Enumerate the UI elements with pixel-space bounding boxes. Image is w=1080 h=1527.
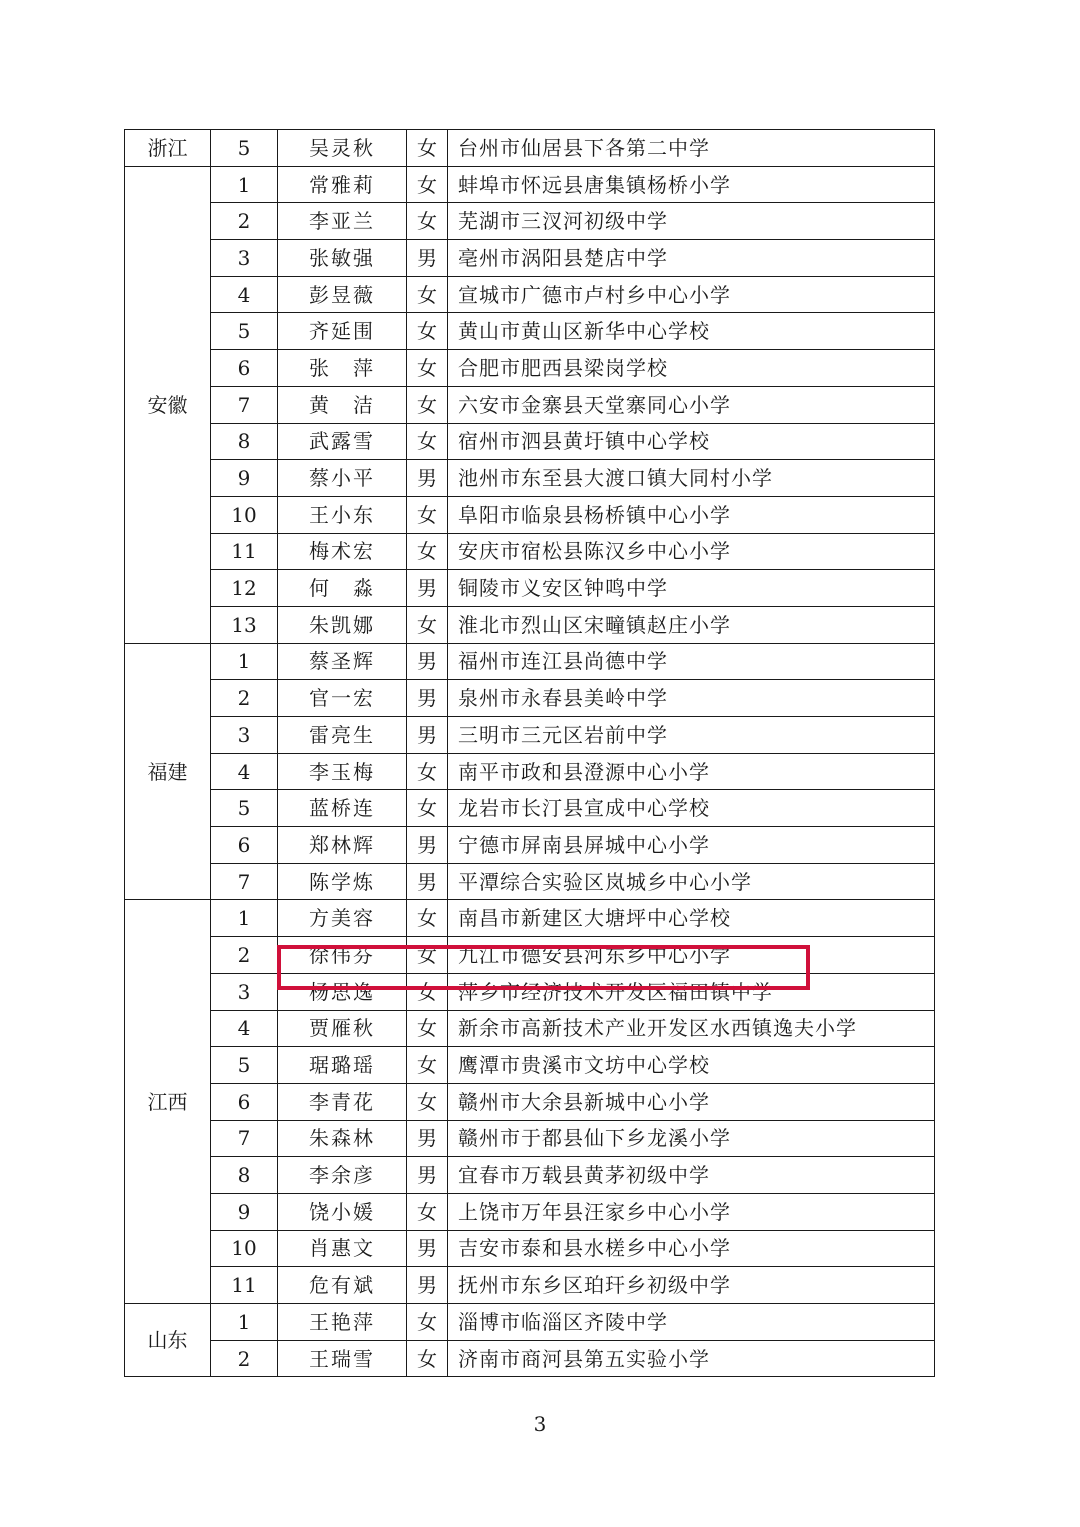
table-row: [125, 1083, 935, 1120]
number-cell: 5: [211, 790, 278, 827]
table-row: [125, 717, 935, 754]
name-cell: 肖惠文: [278, 1230, 407, 1267]
gender-cell: 女: [407, 937, 448, 974]
name-cell: 朱森林: [278, 1120, 407, 1157]
school-cell: 南昌市新建区大塘坪中心学校: [448, 900, 935, 937]
school-cell: 上饶市万年县汪家乡中心小学: [448, 1193, 935, 1230]
gender-cell: 女: [407, 1010, 448, 1047]
number-cell: 6: [211, 1083, 278, 1120]
number-cell: 13: [211, 606, 278, 643]
gender-cell: 女: [407, 1083, 448, 1120]
province-cell: 山东: [125, 1304, 211, 1377]
name-cell: 彭昱薇: [278, 276, 407, 313]
school-cell: 蚌埠市怀远县唐集镇杨桥小学: [448, 166, 935, 203]
name-cell: 贾雁秋: [278, 1010, 407, 1047]
school-cell: 阜阳市临泉县杨桥镇中心小学: [448, 496, 935, 533]
gender-cell: 男: [407, 1120, 448, 1157]
gender-cell: 女: [407, 386, 448, 423]
gender-cell: 男: [407, 1267, 448, 1304]
gender-cell: 女: [407, 130, 448, 167]
table-row: [125, 533, 935, 570]
number-cell: 1: [211, 166, 278, 203]
school-cell: 宣城市广德市卢村乡中心小学: [448, 276, 935, 313]
table-row: [125, 1304, 935, 1341]
number-cell: 9: [211, 460, 278, 497]
table-row: [125, 423, 935, 460]
gender-cell: 男: [407, 863, 448, 900]
number-cell: 11: [211, 533, 278, 570]
number-cell: 10: [211, 496, 278, 533]
page-number: 3: [533, 1412, 547, 1436]
table-row: [125, 276, 935, 313]
name-cell: 常雅莉: [278, 166, 407, 203]
gender-cell: 男: [407, 1230, 448, 1267]
number-cell: 10: [211, 1230, 278, 1267]
province-cell: 福建: [125, 643, 211, 900]
table-row: [125, 166, 935, 203]
gender-cell: 男: [407, 460, 448, 497]
number-cell: 2: [211, 203, 278, 240]
school-cell: 新余市高新技术产业开发区水西镇逸夫小学: [448, 1010, 935, 1047]
school-cell: 淮北市烈山区宋疃镇赵庄小学: [448, 606, 935, 643]
number-cell: 3: [211, 717, 278, 754]
number-cell: 11: [211, 1267, 278, 1304]
table-row: [125, 753, 935, 790]
number-cell: 8: [211, 423, 278, 460]
gender-cell: 女: [407, 1047, 448, 1084]
table-row: [125, 937, 935, 974]
name-cell: 黄 洁: [278, 386, 407, 423]
gender-cell: 女: [407, 1340, 448, 1377]
school-cell: 宁德市屏南县屏城中心小学: [448, 827, 935, 864]
table-row: [125, 313, 935, 350]
name-cell: 饶小媛: [278, 1193, 407, 1230]
name-cell: 何 淼: [278, 570, 407, 607]
table-row: [125, 1267, 935, 1304]
gender-cell: 女: [407, 166, 448, 203]
name-cell: 李玉梅: [278, 753, 407, 790]
gender-cell: 女: [407, 276, 448, 313]
province-cell: 浙江: [125, 130, 211, 167]
gender-cell: 女: [407, 973, 448, 1010]
table-row: [125, 240, 935, 277]
province-cell: 江西: [125, 900, 211, 1304]
number-cell: 9: [211, 1193, 278, 1230]
gender-cell: 女: [407, 606, 448, 643]
table-row: [125, 680, 935, 717]
name-cell: 张 萍: [278, 350, 407, 387]
name-cell: 杨思逸: [278, 973, 407, 1010]
name-cell: 王瑞雪: [278, 1340, 407, 1377]
name-cell: 陈学炼: [278, 863, 407, 900]
gender-cell: 女: [407, 533, 448, 570]
number-cell: 3: [211, 973, 278, 1010]
table-row: [125, 570, 935, 607]
name-cell: 吴灵秋: [278, 130, 407, 167]
name-cell: 武露雪: [278, 423, 407, 460]
gender-cell: 女: [407, 350, 448, 387]
name-cell: 危有斌: [278, 1267, 407, 1304]
name-cell: 蔡圣辉: [278, 643, 407, 680]
number-cell: 6: [211, 827, 278, 864]
gender-cell: 女: [407, 1304, 448, 1341]
name-cell: 李青花: [278, 1083, 407, 1120]
name-cell: 李亚兰: [278, 203, 407, 240]
number-cell: 7: [211, 386, 278, 423]
number-cell: 12: [211, 570, 278, 607]
name-cell: 张敏强: [278, 240, 407, 277]
number-cell: 3: [211, 240, 278, 277]
gender-cell: 男: [407, 1157, 448, 1194]
school-cell: 亳州市涡阳县楚店中学: [448, 240, 935, 277]
roster-body: [125, 130, 935, 1377]
table-row: [125, 1157, 935, 1194]
table-row: [125, 1230, 935, 1267]
school-cell: 淄博市临淄区齐陵中学: [448, 1304, 935, 1341]
school-cell: 宜春市万载县黄茅初级中学: [448, 1157, 935, 1194]
table-row: [125, 496, 935, 533]
name-cell: 蓝桥连: [278, 790, 407, 827]
school-cell: 合肥市肥西县梁岗学校: [448, 350, 935, 387]
name-cell: 蔡小平: [278, 460, 407, 497]
table-row: [125, 350, 935, 387]
gender-cell: 女: [407, 423, 448, 460]
gender-cell: 男: [407, 717, 448, 754]
school-cell: 六安市金寨县天堂寨同心小学: [448, 386, 935, 423]
name-cell: 官一宏: [278, 680, 407, 717]
gender-cell: 女: [407, 790, 448, 827]
name-cell: 朱凯娜: [278, 606, 407, 643]
school-cell: 芜湖市三汊河初级中学: [448, 203, 935, 240]
number-cell: 5: [211, 130, 278, 167]
school-cell: 抚州市东乡区珀玕乡初级中学: [448, 1267, 935, 1304]
school-cell: 福州市连江县尚德中学: [448, 643, 935, 680]
number-cell: 1: [211, 1304, 278, 1341]
name-cell: 雷亮生: [278, 717, 407, 754]
name-cell: 王小东: [278, 496, 407, 533]
number-cell: 4: [211, 753, 278, 790]
number-cell: 2: [211, 680, 278, 717]
table-row: [125, 1193, 935, 1230]
number-cell: 1: [211, 900, 278, 937]
table-row: [125, 790, 935, 827]
school-cell: 铜陵市义安区钟鸣中学: [448, 570, 935, 607]
gender-cell: 女: [407, 313, 448, 350]
school-cell: 三明市三元区岩前中学: [448, 717, 935, 754]
school-cell: 泉州市永春县美岭中学: [448, 680, 935, 717]
name-cell: 李余彦: [278, 1157, 407, 1194]
number-cell: 2: [211, 1340, 278, 1377]
number-cell: 4: [211, 1010, 278, 1047]
gender-cell: 男: [407, 240, 448, 277]
name-cell: 齐延围: [278, 313, 407, 350]
table-row: [125, 203, 935, 240]
table-row: [125, 863, 935, 900]
number-cell: 4: [211, 276, 278, 313]
gender-cell: 女: [407, 753, 448, 790]
school-cell: 宿州市泗县黄圩镇中心学校: [448, 423, 935, 460]
number-cell: 6: [211, 350, 278, 387]
school-cell: 鹰潭市贵溪市文坊中心学校: [448, 1047, 935, 1084]
gender-cell: 女: [407, 203, 448, 240]
gender-cell: 男: [407, 680, 448, 717]
number-cell: 7: [211, 1120, 278, 1157]
school-cell: 吉安市泰和县水槎乡中心小学: [448, 1230, 935, 1267]
school-cell: 龙岩市长汀县宣成中心学校: [448, 790, 935, 827]
school-cell: 九江市德安县河东乡中心小学: [448, 937, 935, 974]
gender-cell: 男: [407, 570, 448, 607]
table-row: [125, 460, 935, 497]
school-cell: 黄山市黄山区新华中心学校: [448, 313, 935, 350]
table-row: [125, 900, 935, 937]
name-cell: 梅术宏: [278, 533, 407, 570]
school-cell: 台州市仙居县下各第二中学: [448, 130, 935, 167]
school-cell: 池州市东至县大渡口镇大同村小学: [448, 460, 935, 497]
roster-table: [124, 129, 935, 1377]
name-cell: 琚璐瑶: [278, 1047, 407, 1084]
number-cell: 7: [211, 863, 278, 900]
table-row: [125, 1120, 935, 1157]
number-cell: 1: [211, 643, 278, 680]
number-cell: 2: [211, 937, 278, 974]
table-row: [125, 130, 935, 167]
school-cell: 南平市政和县澄源中心小学: [448, 753, 935, 790]
school-cell: 平潭综合实验区岚城乡中心小学: [448, 863, 935, 900]
table-row: [125, 606, 935, 643]
school-cell: 赣州市大余县新城中心小学: [448, 1083, 935, 1120]
school-cell: 赣州市于都县仙下乡龙溪小学: [448, 1120, 935, 1157]
table-row: [125, 1047, 935, 1084]
gender-cell: 女: [407, 496, 448, 533]
school-cell: 济南市商河县第五实验小学: [448, 1340, 935, 1377]
name-cell: 郑林辉: [278, 827, 407, 864]
table-row: [125, 1010, 935, 1047]
table-row: [125, 643, 935, 680]
province-cell: 安徽: [125, 166, 211, 643]
table-row: [125, 827, 935, 864]
number-cell: 8: [211, 1157, 278, 1194]
gender-cell: 女: [407, 1193, 448, 1230]
name-cell: 徐伟芬: [278, 937, 407, 974]
number-cell: 5: [211, 1047, 278, 1084]
name-cell: 王艳萍: [278, 1304, 407, 1341]
table-row: [125, 1340, 935, 1377]
school-cell: 萍乡市经济技术开发区福田镇中学: [448, 973, 935, 1010]
gender-cell: 女: [407, 900, 448, 937]
table-row: [125, 973, 935, 1010]
name-cell: 方美容: [278, 900, 407, 937]
gender-cell: 男: [407, 827, 448, 864]
gender-cell: 男: [407, 643, 448, 680]
school-cell: 安庆市宿松县陈汉乡中心小学: [448, 533, 935, 570]
table-row: [125, 386, 935, 423]
number-cell: 5: [211, 313, 278, 350]
